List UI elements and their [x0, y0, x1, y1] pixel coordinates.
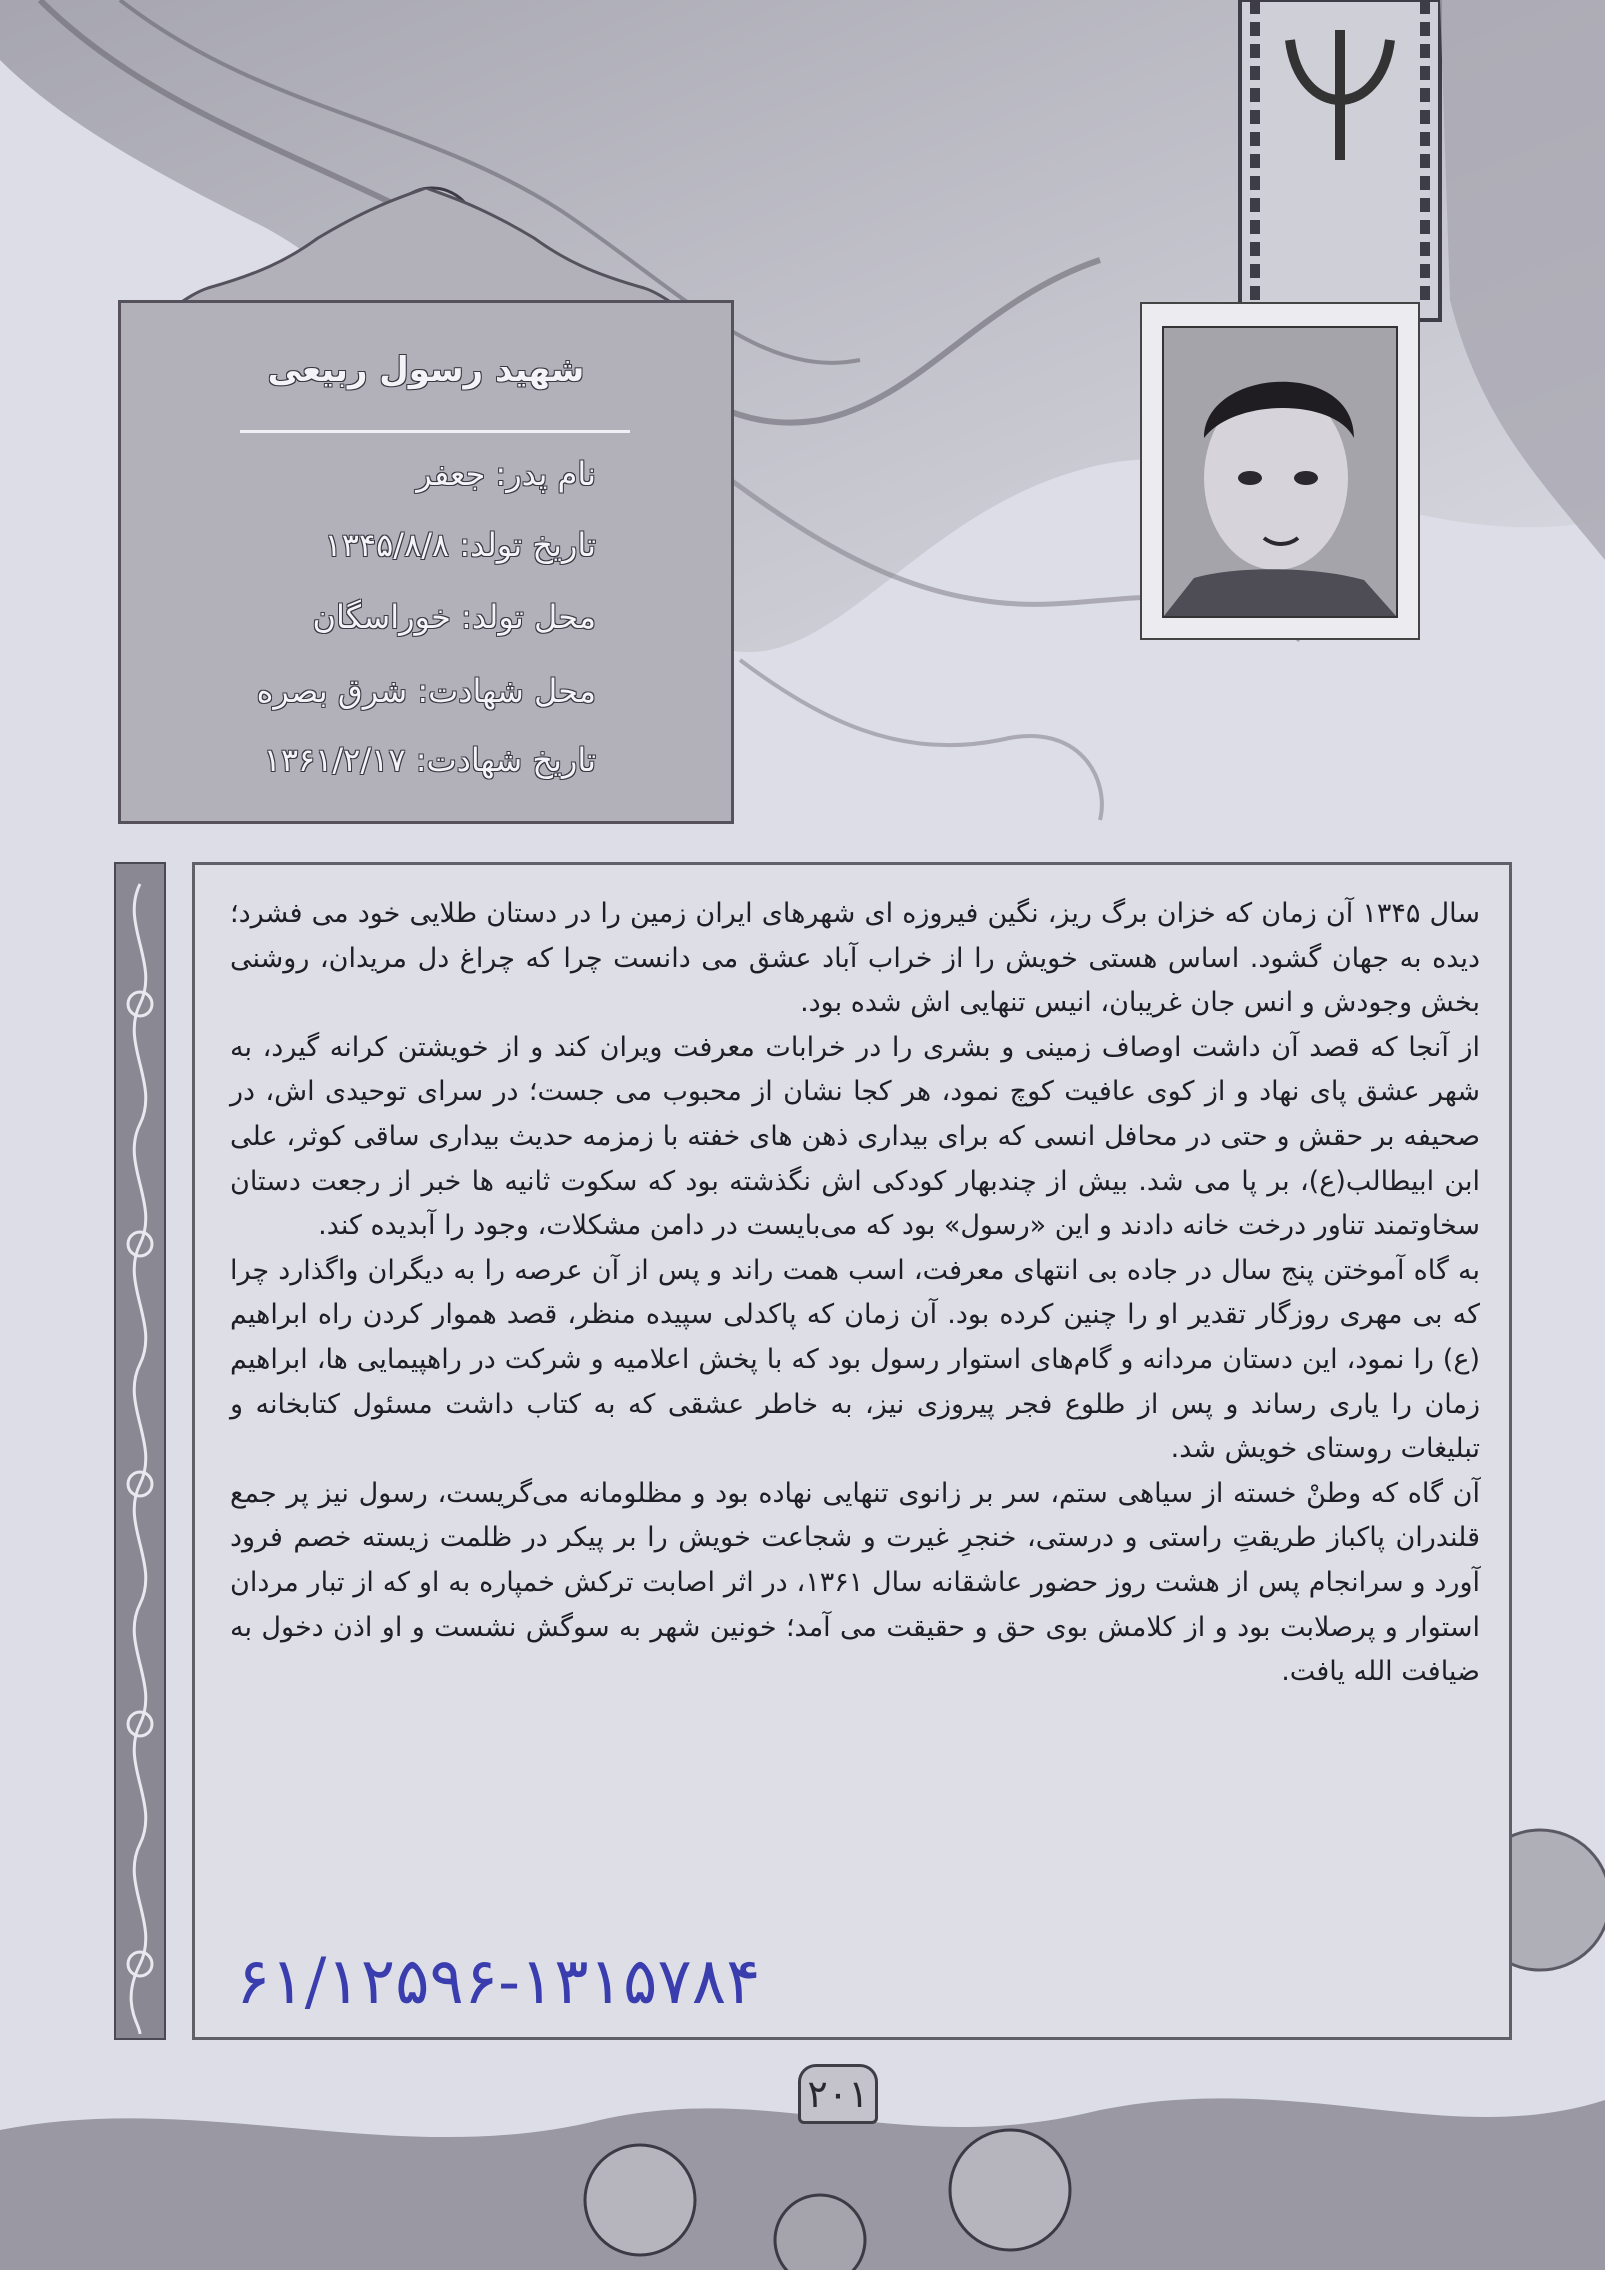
martyrdom-date-line: تاریخ شهادت: ۱۳۶۱/۲/۱۷ — [263, 741, 596, 779]
page-number: ۲۰۱ — [798, 2064, 878, 2124]
biography-paragraph: آن گاه که وطنْ خسته از سیاهی ستم، سر بر زانوی تنهایی نهاده بود و مظلومانه می‌گریست، رسول نیز پر جمع قلندران پاکباز طریقتِ راستی و درستی، خنجرِ غیرت و شجاعت خویش را بر پیکر در ظلمت زیسته خصم فرود آورد و سرانجام پس از هشت روز حضور عاشقانه سال ۱۳۶۱، در اثر اصابت ترکش خمپاره به او که از تبار مردان استوار و پرصلابت بود و از کلامش بوی حق و حقیقت می آمد؛ خونین شهر به سوگش نشست و او اذن دخول به ضیافت الله یافت. — [230, 1477, 1480, 1688]
father-name-line: نام پدر: جعفر — [416, 455, 596, 493]
portrait-photo — [1162, 326, 1398, 618]
title-divider — [240, 430, 630, 433]
biography-paragraph: از آنجا که قصد آن داشت اوصاف زمینی و بشری را در خرابات معرفت ویران کند و از خویشتن کرانه گیرد، به شهر عشق پای نهاد و از کوی عافیت کوچ نمود، هر کجا نشان از محبوب می جست؛ در سرای توحیدی اش، در صحیفه بر حقش و حتی در محافل انسی که برای بیداری ذهن های خفته با زمزمه حدیث بیداری ساقی کوثر، علی ابن ابیطالب(ع)، بر پا می شد. بیش از چندبهار کودکی اش نگذشته بود که سکوت ثانیه ها خبر از رجعت دستان سخاوتمند تناور درخت خانه دادند و این «رسول» بود که می‌بایست در دامن مشکلات، وجود را آبدیده کند. — [230, 1031, 1480, 1242]
side-ornament-strip — [114, 862, 166, 2040]
biography-paragraph: به گاه آموختن پنج سال در جاده بی انتهای معرفت، اسب همت راند و پس از آن عرصه را به دیگران واگذارد چرا که بی مهری روزگار تقدیر او را چنین کرده بود. آن زمان که پاکدلی سپیده منظر، قصد هموار کردن راه ابراهیم (ع) را نمود، این دستان مردانه و گام‌های استوار رسول بود که با پخش اعلامیه و شرکت در راهپیمایی ها، ابراهیم زمان را یاری رساند و پس از طلوع فجر پیروزی نیز، به خاطر عشقی که به کتاب داشت مسئول کتابخانه و تبلیغات روستای خویش شد. — [230, 1254, 1480, 1465]
handwritten-number: ۶۱/۱۲۵۹۶-۱۳۱۵۷۸۴ — [236, 1945, 761, 2019]
martyr-name-title: شهید رسول ربیعی — [267, 350, 585, 390]
birth-date-line: تاریخ تولد: ۱۳۴۵/۸/۸ — [324, 526, 596, 564]
birth-place-line: محل تولد: خوراسگان — [312, 598, 596, 636]
martyrdom-place-line: محل شهادت: شرق بصره — [256, 672, 596, 710]
biography-text — [230, 892, 1480, 1695]
biography-paragraph: سال ۱۳۴۵ آن زمان که خزان برگ ریز، نگین فیروزه ای شهرهای ایران زمین را در دستان طلایی خود می فشرد؛ دیده به جهان گشود. اساس هستی خویش را از خراب آباد عشق می دانست چرا که چراغ دل مریدان، روشنی بخش وجودش و انس جان غریبان، انیس تنهایی اش شده بود. — [230, 898, 1480, 1019]
